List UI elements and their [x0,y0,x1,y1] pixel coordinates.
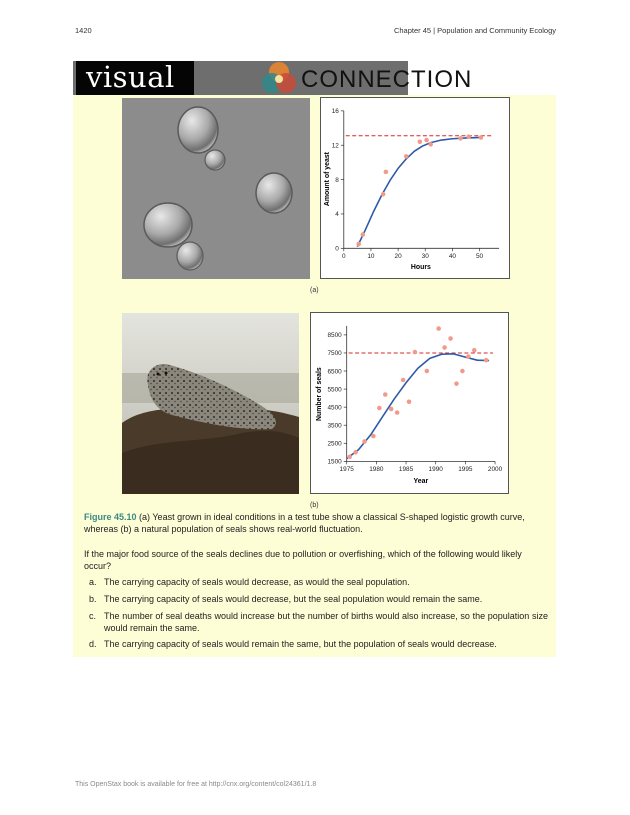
option-text: The number of seal deaths would increase but the number of births would also increase, so the population size would remain the same. [104,611,548,633]
venn-logo-icon [257,61,301,95]
x-tick-label: 0 [342,253,346,261]
footer-text: This OpenStax book is available for free at http://cnx.org/content/col24361/1.8 [75,781,317,788]
data-point [448,336,453,341]
x-tick-label: 50 [475,253,484,261]
data-point [407,399,412,404]
x-tick-label: 30 [421,253,429,261]
x-tick-label: 40 [448,253,456,261]
option-text: The carrying capacity of seals would decrease, as would the seal population. [104,577,410,587]
y-tick-label: 5500 [327,386,342,394]
data-point [383,392,388,397]
figure-number: Figure 45.10 [84,512,137,522]
data-point [353,450,358,455]
data-point [361,232,366,237]
option-letter: b. [89,594,97,604]
data-point [472,348,477,353]
data-point [425,369,430,374]
y-tick-label: 12 [331,142,339,150]
data-point [428,142,433,147]
data-point [362,439,367,444]
y-axis-label: Amount of yeast [323,152,331,207]
figure-caption-text: (a) Yeast grown in ideal conditions in a test tube show a classical S-shaped logistic growth curve, whereas (b) a natural population of seals shows real-world fluctuation. [84,512,525,534]
data-point [356,242,361,247]
banner-visual-block [76,61,194,95]
banner-word-visual: visual [86,60,175,94]
data-point [347,455,352,460]
y-tick-label: 1500 [327,458,342,466]
data-point [484,358,489,363]
y-axis-label: Number of seals [315,367,323,421]
data-point [458,136,463,141]
seal-photo [122,313,299,494]
y-tick-label: 4500 [327,404,342,412]
data-point [424,138,429,143]
chapter-title: Chapter 45 | Population and Community Ecology [393,26,556,35]
data-point [466,134,471,139]
data-point [418,140,423,145]
x-tick-label: 2000 [487,466,503,474]
x-tick-label: 1980 [369,466,384,474]
yeast-growth-chart [320,97,510,279]
y-tick-label: 6500 [327,368,342,376]
option-letter: c. [89,611,97,621]
data-point [442,345,447,350]
logistic-fit-curve [347,354,489,459]
option-text: The carrying capacity of seals would decrease, but the seal population would remain the same. [104,594,483,604]
visual-connection-banner [73,60,473,95]
question-text: If the major food source of the seals declines due to pollution or overfishing, which of the following would likely occur? [84,549,522,571]
data-point [384,170,389,175]
data-point [454,381,459,386]
y-tick-label: 0 [335,245,339,253]
data-point [466,354,471,359]
y-tick-label: 2500 [327,440,342,448]
x-tick-label: 1995 [458,466,473,474]
data-point [377,406,382,411]
y-tick-label: 8500 [327,332,342,340]
data-point [479,135,484,140]
data-point [371,434,376,439]
data-point [389,407,394,412]
x-axis-label: Hours [410,264,431,272]
data-point [401,378,406,383]
y-tick-label: 7500 [327,350,342,358]
logistic-fit-curve [357,137,482,246]
seal-population-chart [310,312,509,494]
panel-b-label: (b) [310,502,319,509]
x-tick-label: 1975 [339,466,354,474]
option-letter: a. [89,577,97,587]
option-letter: d. [89,639,97,649]
data-point [395,410,400,415]
x-tick-label: 1990 [428,466,443,474]
data-point [460,369,465,374]
panel-a-label: (a) [310,287,319,294]
data-point [436,326,441,331]
figure-caption [84,511,548,535]
y-tick-label: 16 [331,108,339,116]
y-tick-label: 4 [335,211,339,219]
page-number: 1420 [75,26,92,35]
x-tick-label: 1985 [398,466,414,474]
data-point [404,154,409,159]
y-tick-label: 3500 [327,422,342,430]
x-tick-label: 20 [394,253,402,261]
x-axis-label: Year [413,478,429,486]
yeast-micrograph [122,98,310,279]
option-text: The carrying capacity of seals would remain the same, but the population of seals would decrease. [104,639,497,649]
banner-word-connection: CONNECTION [301,66,473,93]
x-tick-label: 10 [367,253,375,261]
y-tick-label: 8 [335,176,339,184]
data-point [381,192,386,197]
data-point [413,350,418,355]
